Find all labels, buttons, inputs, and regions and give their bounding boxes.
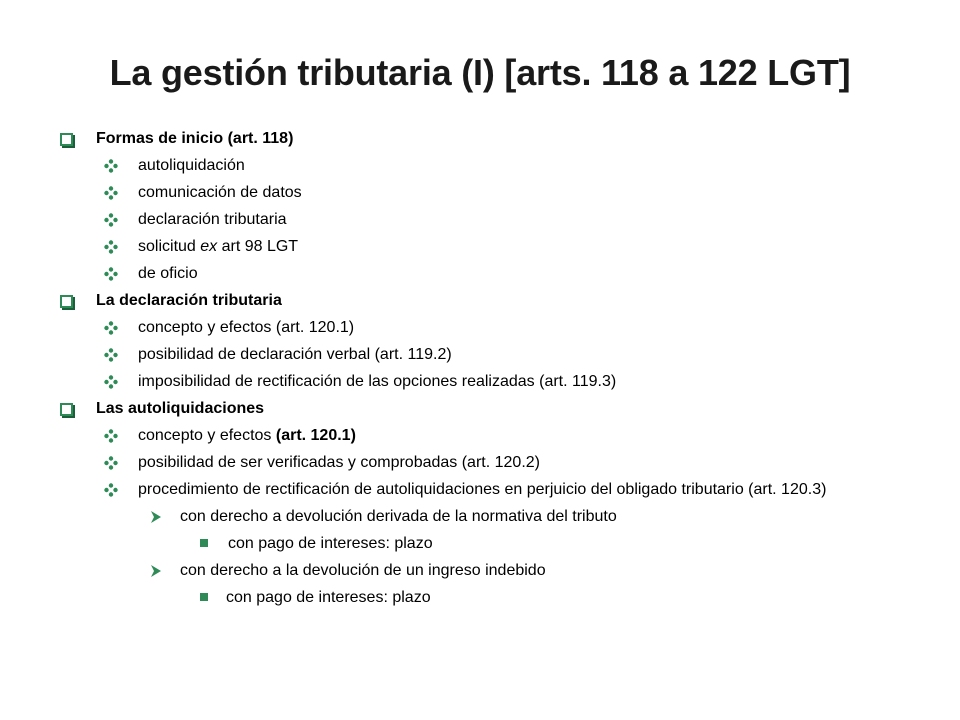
diamond-dots-bullet-icon <box>104 185 118 206</box>
list-item-label <box>138 238 298 255</box>
list-item-bold: (art. 120.1) <box>275 427 356 444</box>
list-item-prefix: concepto y efectos <box>138 427 276 444</box>
diamond-dots-bullet-icon <box>104 320 118 341</box>
section-heading-formas-de-inicio <box>60 128 920 149</box>
list-item-label: de oficio <box>138 265 198 282</box>
list-item <box>60 236 920 257</box>
list-item <box>60 425 920 446</box>
filled-square-bullet-icon <box>200 593 208 601</box>
section-heading-declaracion-tributaria <box>60 290 920 311</box>
list-item-prefix: solicitud <box>138 238 201 255</box>
list-item-label: posibilidad de ser verificadas y comprobadas (art. 120.2) <box>138 454 540 471</box>
list-item <box>60 209 920 230</box>
sub-sub-list-item-label: con pago de intereses: plazo <box>226 589 431 606</box>
sub-list-item-label: con derecho a la devolución de un ingreso indebido <box>180 562 546 579</box>
sub-list-item <box>60 560 920 581</box>
diamond-dots-bullet-icon <box>104 266 118 287</box>
list-item-label <box>138 427 356 444</box>
section-heading-autoliquidaciones <box>60 398 920 419</box>
page-title: La gestión tributaria (I) [arts. 118 a 122 LGT] <box>109 52 851 93</box>
list-item-label: posibilidad de declaración verbal (art. 119.2) <box>138 346 452 363</box>
diamond-dots-bullet-icon <box>104 158 118 179</box>
list-item <box>60 317 920 338</box>
diamond-dots-bullet-icon <box>104 347 118 368</box>
list-item-italic: ex <box>200 238 218 255</box>
sub-sub-list-item <box>60 587 920 608</box>
section-heading-label: Formas de inicio (art. 118) <box>96 130 294 147</box>
section-heading-label: La declaración tributaria <box>96 292 282 309</box>
list-item-label: imposibilidad de rectificación de las opciones realizadas (art. 119.3) <box>138 373 617 390</box>
diamond-dots-bullet-icon <box>104 212 118 233</box>
list-item-label: autoliquidación <box>138 157 245 174</box>
sub-sub-list-item <box>60 533 920 554</box>
list-item-suffix: art 98 LGT <box>217 238 299 255</box>
slide-body <box>60 128 920 614</box>
arrowhead-bullet-icon <box>150 563 162 584</box>
list-item-label: procedimiento de rectificación de autoliquidaciones en perjuicio del obligado tributario (art. 120.3) <box>138 481 827 498</box>
list-item <box>60 371 920 392</box>
list-item <box>60 155 920 176</box>
list-item-label: concepto y efectos (art. 120.1) <box>138 319 355 336</box>
list-item <box>60 344 920 365</box>
list-item <box>60 479 920 500</box>
list-item <box>60 182 920 203</box>
list-item <box>60 263 920 284</box>
sub-list-item <box>60 506 920 527</box>
list-item-label: declaración tributaria <box>138 211 287 228</box>
diamond-dots-bullet-icon <box>104 455 118 476</box>
arrowhead-bullet-icon <box>150 509 162 530</box>
diamond-dots-bullet-icon <box>104 428 118 449</box>
section-heading-label: Las autoliquidaciones <box>96 400 265 417</box>
filled-square-bullet-icon <box>200 539 208 547</box>
list-item <box>60 452 920 473</box>
sub-sub-list-item-label: con pago de intereses: plazo <box>228 535 433 552</box>
list-item-label: comunicación de datos <box>138 184 302 201</box>
hollow-square-bullet-icon <box>60 295 73 308</box>
sub-list-item-label: con derecho a devolución derivada de la normativa del tributo <box>180 508 617 525</box>
diamond-dots-bullet-icon <box>104 239 118 260</box>
hollow-square-bullet-icon <box>60 133 73 146</box>
diamond-dots-bullet-icon <box>104 374 118 395</box>
diamond-dots-bullet-icon <box>104 482 118 503</box>
hollow-square-bullet-icon <box>60 403 73 416</box>
